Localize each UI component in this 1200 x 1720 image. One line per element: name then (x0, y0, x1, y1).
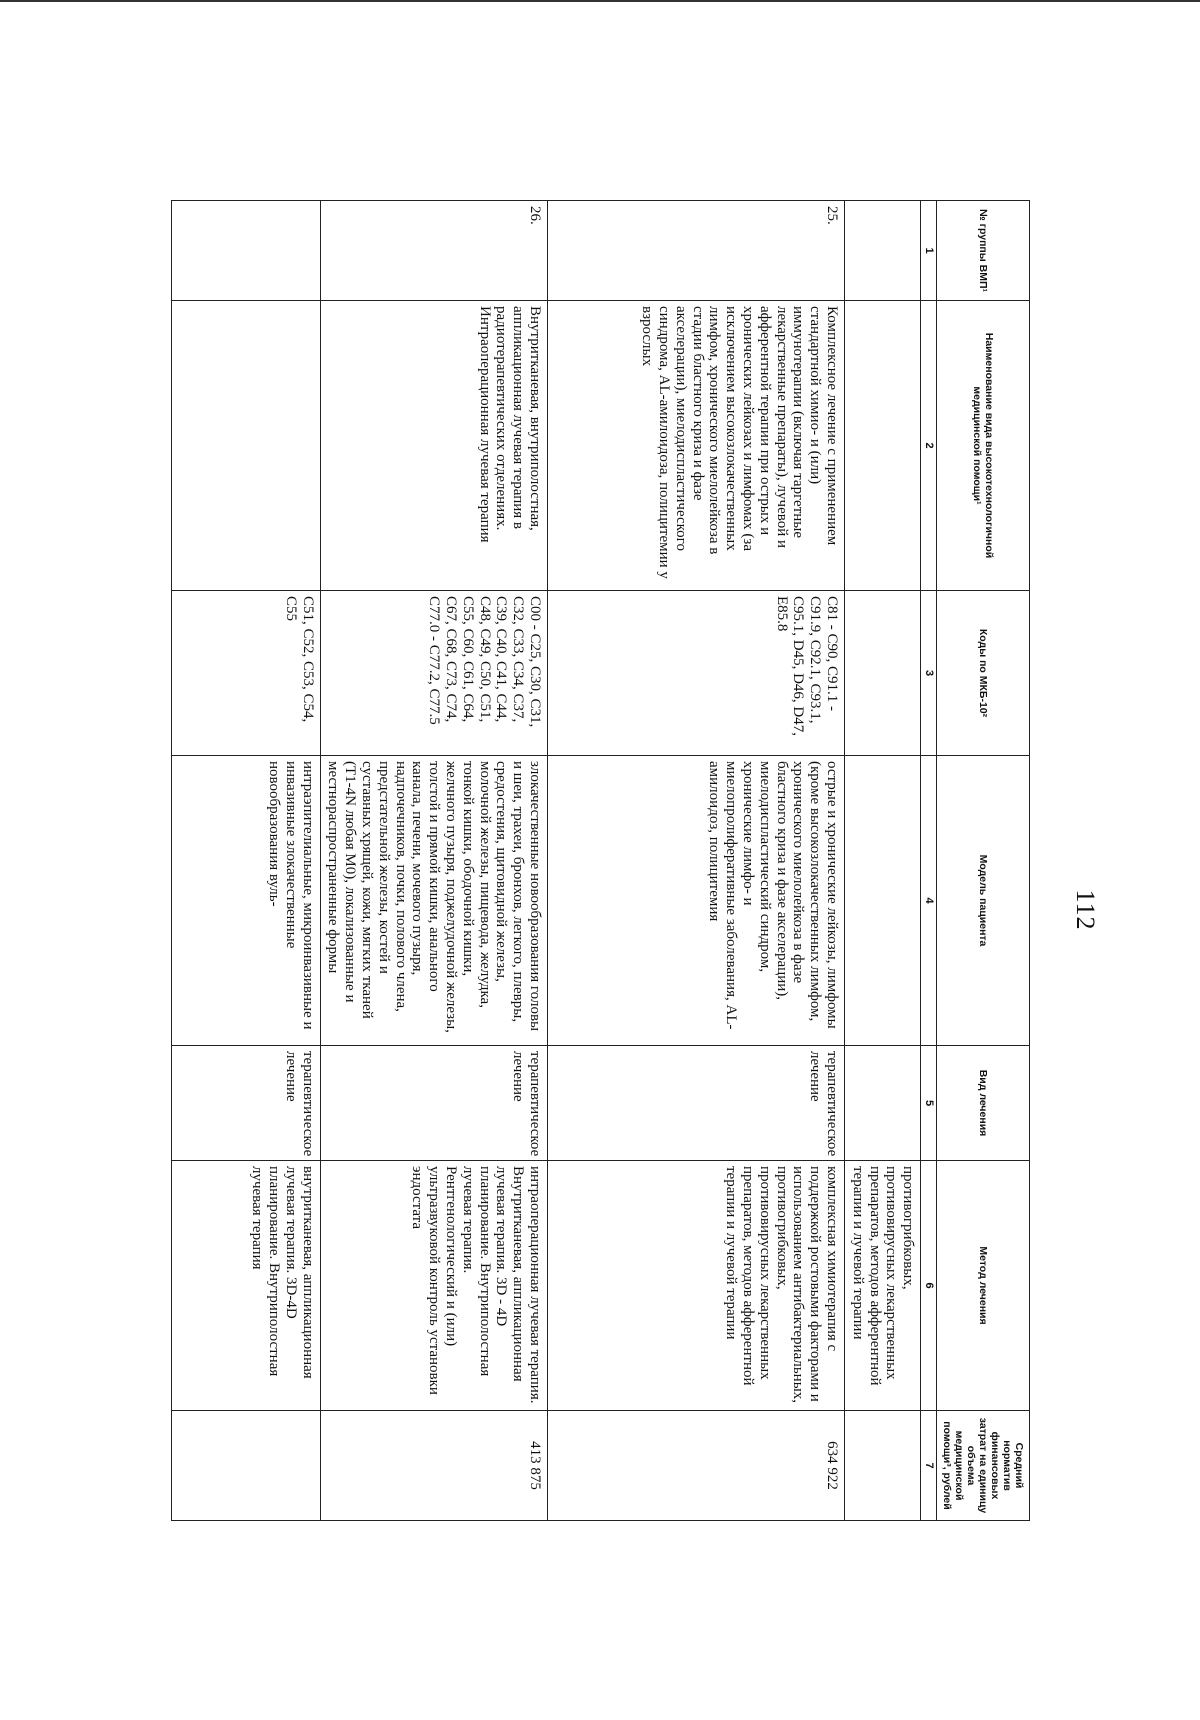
cost-value: 634 922 (548, 1411, 845, 1521)
care-type-name: Комплексное лечение с применением стандартной химио- и (или) иммунотерапии (включая таргетные лекарственные препараты), лучевой и афферентной терапии при острых и хронических лейкозах и лимфомах (за исключением высокозлокачественных лимфом, хронического миелолейкоза в стадии бластного криза и фазе акселерации), миелодиспластического синдрома, AL-амилоидоза, полицитемии у взрослых (548, 301, 845, 591)
cost-value: 413 875 (320, 1411, 547, 1521)
care-type-name: Внутритканевая, внутриполостная, аппликационная лучевая терапия в радиотерапевтических отделениях. Интраоперационная лучевая терапия (320, 301, 547, 591)
treatment-method: интраоперационная лучевая терапия. Внутритканевая, аппликационная лучевая терапия. 3D - 4D планирование. Внутриполостная лучевая терапия. Рентгенологический и (или) ультразвуковой контроль установки эндостата (320, 1161, 547, 1411)
rotated-table-container (90, 200, 1030, 1520)
cell-empty (845, 591, 921, 756)
cell-empty (845, 201, 921, 301)
patient-model: злокачественные новообразования головы и шеи, трахеи, бронхов, легкого, плевры, средостения, щитовидной железы, молочной железы, пищевода, желудка, тонкой кишки, ободочной кишки, желчного пузыря, поджелудочной железы, толстой и прямой кишки, анального канала, печени, мочевого пузыря, надпочечников, почки, полового члена, предстательной железы, костей и суставных хрящей, кожи, мягких тканей (T1-4N любая M0), локализованные и местнораспространенные формы (320, 756, 547, 1046)
cell-empty (171, 301, 320, 591)
column-number: 6 (921, 1161, 936, 1411)
treatment-method: комплексная химиотерапия с поддержкой ростовыми факторами и использованием антибактериальных, противогрибковых, противовирусных лекарственных препаратов, методов афферентной терапии и лучевой терапии (548, 1161, 845, 1411)
icd-codes: C00 - C25, C30, C31, C32, C33, C34, C37, C39, C40, C41, C44, C48, C49, C50, C51, C55, C60, C61, C64, C67, C68, C73, C74, C77.0 - C77.2, C77.5 (320, 591, 547, 756)
treatment-method: внутритканевая, аппликационная лучевая терапия. 3D-4D планирование. Внутриполостная лучевая терапия (171, 1161, 320, 1411)
group-number: 25. (548, 201, 845, 301)
cell-empty (845, 1046, 921, 1161)
continuation-row (845, 201, 921, 1521)
continuation-method: противогрибковых, противовирусных лекарственных препаратов, методов афферентной терапии и лучевой терапии (845, 1161, 921, 1411)
column-number: 3 (921, 591, 936, 756)
treatment-type: терапевтическое лечение (171, 1046, 320, 1161)
page-number: 112 (1071, 889, 1100, 931)
vmp-table (171, 200, 1030, 1521)
scan-top-edge (0, 0, 1200, 2)
icd-codes: C51, C52, C53, C54, C55 (171, 591, 320, 756)
treatment-type: терапевтическое лечение (320, 1046, 547, 1161)
header-treatment-type: Вид лечения (936, 1046, 1029, 1161)
cell-empty (845, 1411, 921, 1521)
header-icd-codes: Коды по МКБ-10² (936, 591, 1029, 756)
column-number: 1 (921, 201, 936, 301)
table-row-25 (548, 201, 845, 1521)
cell-empty (845, 756, 921, 1046)
cell-empty (171, 1411, 320, 1521)
header-group-number: № группы ВМП¹ (936, 201, 1029, 301)
table-row-26 (320, 201, 547, 1521)
table-row-26-sub (171, 201, 320, 1521)
header-care-type: Наименование вида высокотехнологичной медицинской помощи¹ (936, 301, 1029, 591)
header-row (936, 201, 1029, 1521)
icd-codes: C81 - C90, C91.1 - C91.9, C92.1, C93.1, C95.1, D45, D46, D47, E85.8 (548, 591, 845, 756)
column-number: 5 (921, 1046, 936, 1161)
header-treatment-method: Метод лечения (936, 1161, 1029, 1411)
column-number: 7 (921, 1411, 936, 1521)
treatment-type: терапевтическое лечение (548, 1046, 845, 1161)
patient-model: острые и хронические лейкозы, лимфомы (кроме высокозлокачественных лимфом, хронического миелолейкоза в фазе бластного криза и фазе акселерации), миелодиспластический синдром, хронические лимфо- и миелопролиферативные заболевания, AL-амилоидоз, полицитемия (548, 756, 845, 1046)
header-cost: Средний норматив финансовых затрат на единицу объема медицинской помощи³, рублей (936, 1411, 1029, 1521)
column-number: 2 (921, 301, 936, 591)
header-patient-model: Модель пациента (936, 756, 1029, 1046)
patient-model: интраэпителиальные, микроинвазивные и инвазивные злокачественные новообразования вуль- (171, 756, 320, 1046)
column-number-row (921, 201, 936, 1521)
group-number: 26. (320, 201, 547, 301)
column-number: 4 (921, 756, 936, 1046)
cell-empty (845, 301, 921, 591)
cell-empty (171, 201, 320, 301)
